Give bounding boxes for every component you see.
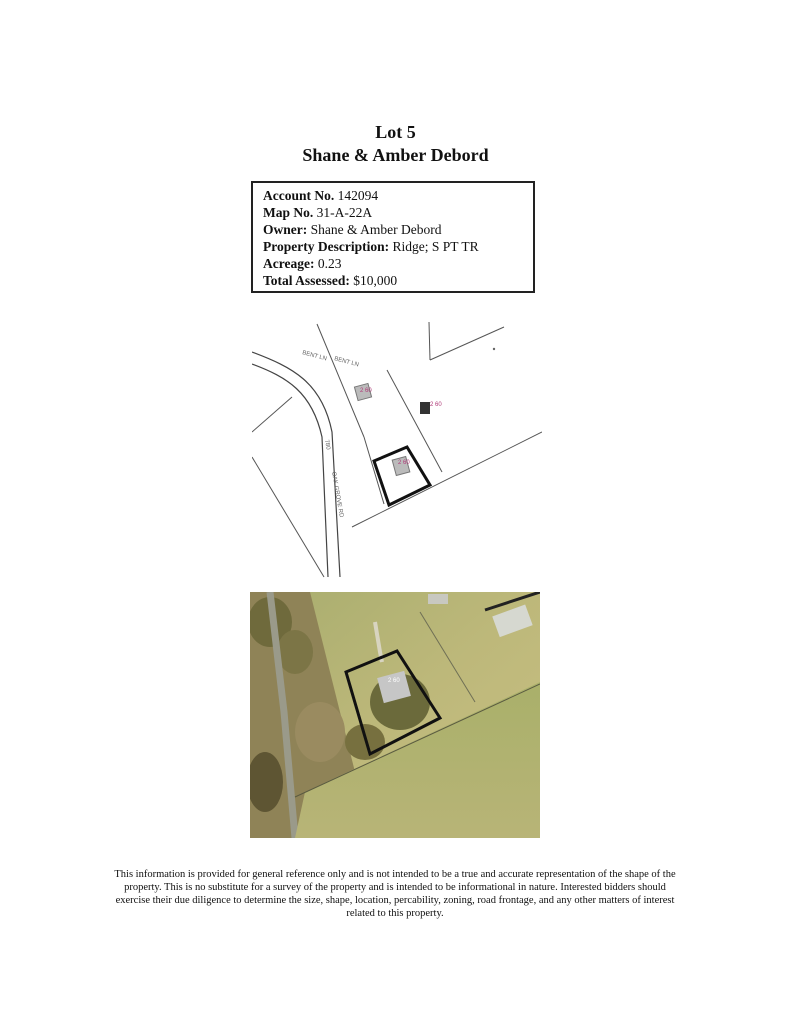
account-value: 142094 xyxy=(337,188,379,203)
subject-parcel-outline xyxy=(374,447,430,505)
account-row xyxy=(263,187,523,204)
parcel-marker-1: 2 60 xyxy=(360,388,372,394)
route-label: 780 xyxy=(323,439,331,451)
description-label: Property Description: xyxy=(263,239,390,254)
description-row xyxy=(263,238,523,255)
parcel-map-svg xyxy=(252,322,542,582)
building xyxy=(420,402,430,414)
map-dot xyxy=(493,348,495,350)
aerial-marker: 2 60 xyxy=(388,678,400,684)
aerial-photo xyxy=(250,592,540,838)
assessed-value: $10,000 xyxy=(353,273,398,288)
aerial-photo-svg xyxy=(250,592,540,838)
property-line xyxy=(429,322,430,360)
bent-lane-label-1: BENT LN xyxy=(301,350,328,363)
acreage-label: Acreage: xyxy=(263,256,315,271)
parcel-marker-3: 2 60 xyxy=(430,402,442,408)
map-label: Map No. xyxy=(263,205,314,220)
owner-title: Shane & Amber Debord xyxy=(302,145,489,165)
parcel-map xyxy=(252,322,542,582)
property-line xyxy=(252,457,324,577)
property-line xyxy=(317,324,364,437)
oak-grove-road-line-2 xyxy=(252,364,328,577)
disclaimer-text: This information is provided for general reference only and is not intended to be a true and accurate representation of the shape of the property. This is no substitute for a survey of the property and is intended to be informational in nature. Interested bidders should exercise their due diligence to determine the size, shape, location, percability, zoning, road frontage, and any other matters of interest related to this property. xyxy=(114,869,676,919)
property-line xyxy=(430,327,504,360)
map-value: 31-A-22A xyxy=(316,205,373,220)
owner-row xyxy=(263,221,523,238)
owner-value: Shane & Amber Debord xyxy=(310,222,442,237)
property-line xyxy=(364,437,384,504)
parcel-marker-2: 2 60 xyxy=(398,460,410,466)
map-row xyxy=(263,204,523,221)
acreage-value: 0.23 xyxy=(317,256,342,271)
account-label: Account No. xyxy=(263,188,335,203)
acreage-row xyxy=(263,255,523,272)
description-value: Ridge; S PT TR xyxy=(392,239,479,254)
bent-lane-label-2: BENT LN xyxy=(333,356,360,369)
owner-label: Owner: xyxy=(263,222,308,237)
property-line xyxy=(252,397,292,432)
property-info-box xyxy=(251,181,535,293)
oak-grove-road-label: OAK GROVE RD xyxy=(330,471,344,518)
assessed-row xyxy=(263,272,523,289)
assessed-label: Total Assessed: xyxy=(263,273,350,288)
lot-title: Lot 5 xyxy=(375,122,416,142)
